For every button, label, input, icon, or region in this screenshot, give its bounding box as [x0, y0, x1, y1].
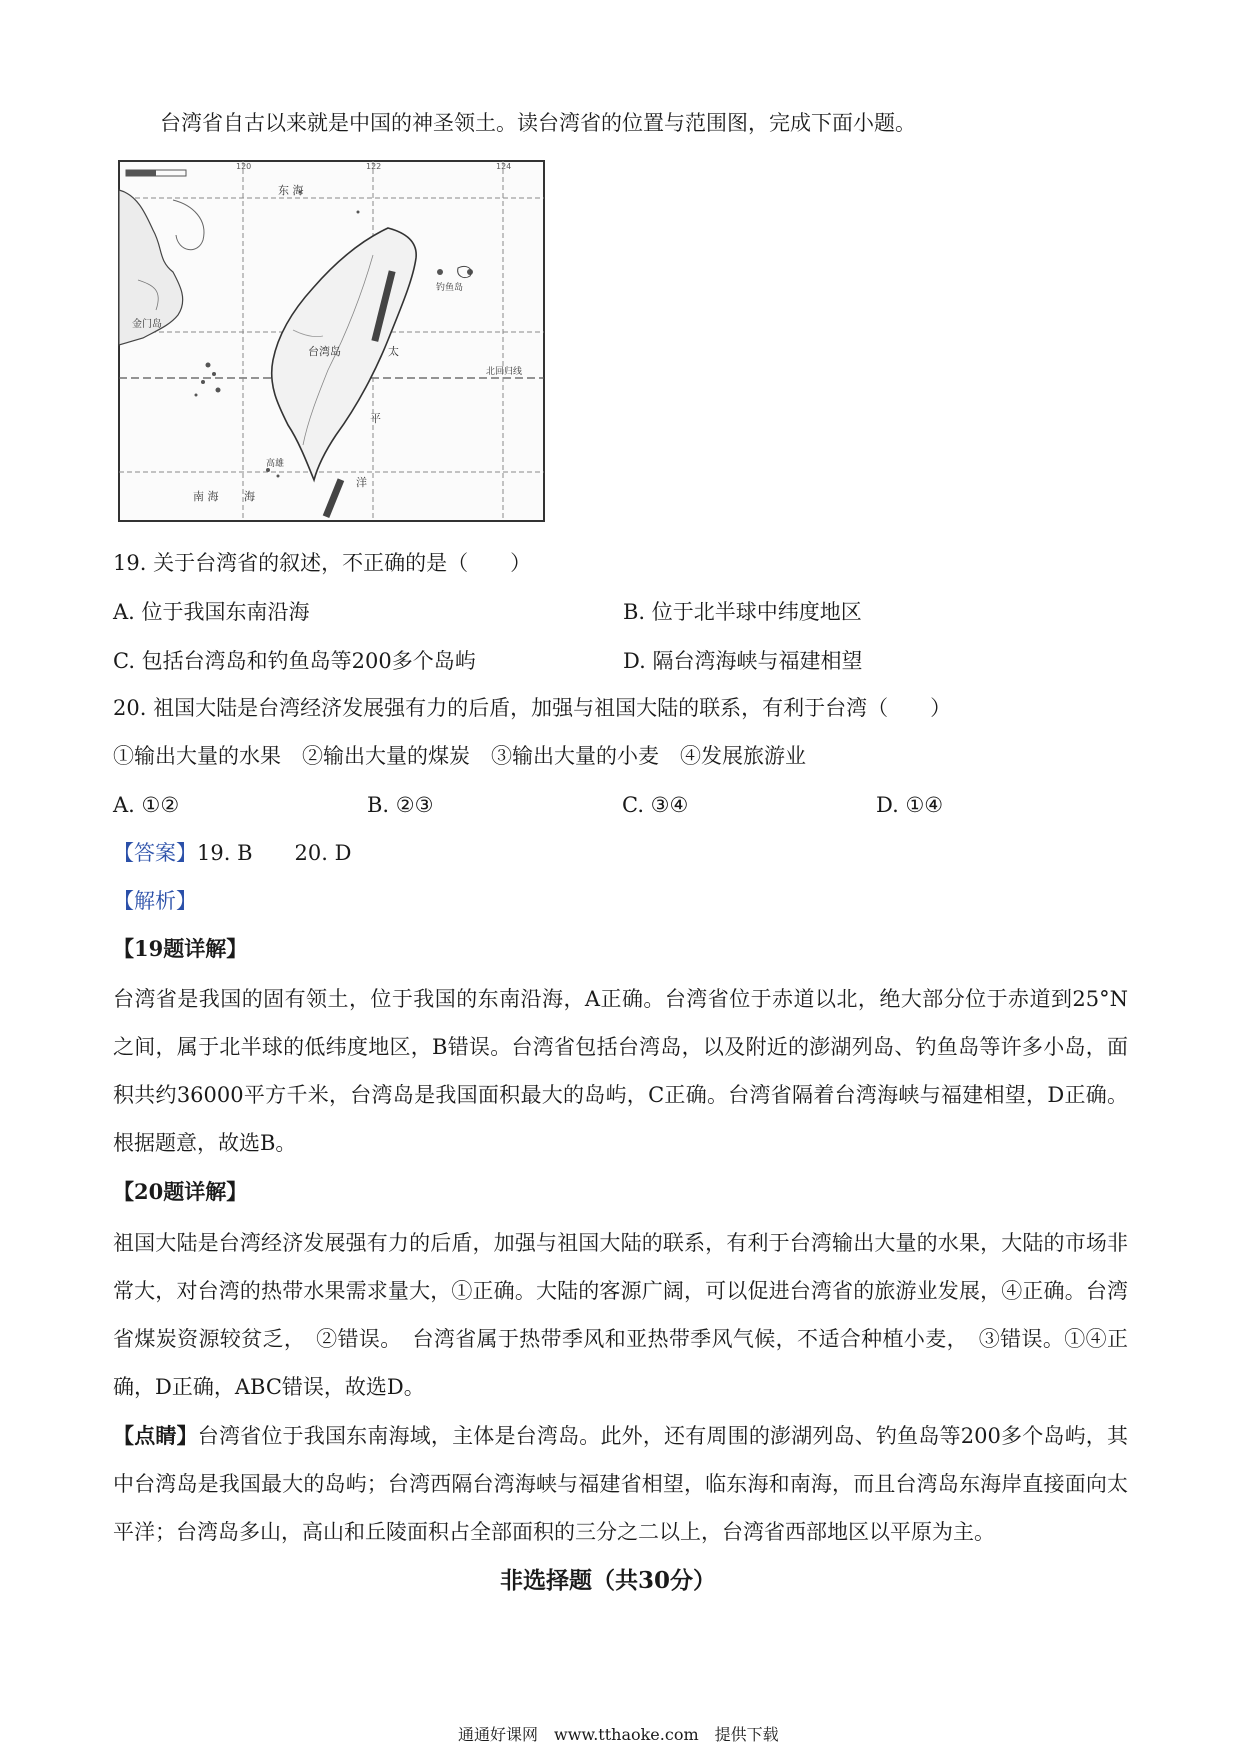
detail19-title: 【19题详解】: [113, 936, 248, 961]
comment-paragraph: [113, 1412, 1128, 1556]
q19-option-d: D. 隔台湾海峡与福建相望: [623, 649, 863, 673]
map-label-ping: 平: [370, 412, 381, 425]
q19-option-c: C. 包括台湾岛和钓鱼岛等200多个岛屿: [113, 649, 476, 673]
intro-text: 台湾省自古以来就是中国的神圣领土。读台湾省的位置与范围图，完成下面小题。: [160, 111, 916, 135]
detail19-text: 台湾省是我国的固有领土，位于我国的东南沿海，A正确。台湾省位于赤道以北，绝大部分位于赤道到25°N之间，属于北半球的低纬度地区，B错误。台湾省包括台湾岛，以及附近的澎湖列岛、钓鱼岛等许多小岛，面积共约36000平方千米，台湾岛是我国面积最大的岛屿，C正确。台湾省隔着台湾海峡与福建相望，D正确。根据题意，故选B。: [113, 987, 1128, 1155]
comment-tag: 【点睛】: [113, 1423, 198, 1448]
taiwan-map: [118, 160, 545, 522]
map-label-pacific: 太: [388, 345, 399, 358]
analysis-tag: 【解析】: [113, 889, 197, 913]
q20-option-d: D. ①④: [876, 793, 944, 817]
map-label-gaoxiong: 高雄: [266, 459, 285, 469]
section-title: 非选择题（共30分）: [500, 1567, 717, 1594]
q19-option-a: A. 位于我国东南沿海: [113, 600, 310, 624]
answer-value: 19. B 20. D: [197, 841, 352, 865]
map-label-east-sea: 东 海: [278, 184, 304, 197]
map-label-ocean: 洋: [356, 476, 367, 489]
map-label-diaoyu: 钓鱼岛: [436, 283, 464, 293]
map-label-lon-c: 124: [496, 162, 512, 171]
map-label-tropic: 北回归线: [486, 367, 523, 377]
map-label-jinmen: 金门岛: [132, 319, 162, 330]
detail20-title: 【20题详解】: [113, 1179, 248, 1204]
answer-line: [113, 838, 351, 868]
answer-tag: 【答案】: [113, 841, 197, 865]
map-label-lon-b: 122: [366, 162, 382, 171]
map-label-lon-a: 120: [236, 162, 252, 171]
q20-option-c: C. ③④: [622, 793, 689, 817]
q20-option-a: A. ①②: [113, 793, 180, 817]
q20-stem: 20. 祖国大陆是台湾经济发展强有力的后盾，加强与祖国大陆的联系，有利于台湾（ ）: [113, 696, 952, 720]
map-label-nanhai-b: 海: [244, 490, 255, 503]
comment-text: 台湾省位于我国东南海域，主体是台湾岛。此外，还有周围的澎湖列岛、钓鱼岛等200多个岛屿，其中台湾岛是我国最大的岛屿；台湾西隔台湾海峡与福建省相望，临东海和南海，而且台湾岛东海岸直接面向太平洋；台湾岛多山，高山和丘陵面积占全部面积的三分之二以上，台湾省西部地区以平原为主。: [113, 1424, 1128, 1544]
map-label-nanhai: 南 海: [193, 490, 219, 503]
page-footer: 通通好课网 www.tthaoke.com 提供下载: [458, 1725, 779, 1744]
q19-stem: 19. 关于台湾省的叙述，不正确的是（ ）: [113, 551, 532, 575]
q20-statements: ①输出大量的水果 ②输出大量的煤炭 ③输出大量的小麦 ④发展旅游业: [113, 744, 806, 768]
detail20-text: 祖国大陆是台湾经济发展强有力的后盾，加强与祖国大陆的联系，有利于台湾输出大量的水果，大陆的市场非常大，对台湾的热带水果需求量大，①正确。大陆的客源广阔，可以促进台湾省的旅游业发展，④正确。台湾省煤炭资源较贫乏， ②错误。 台湾省属于热带季风和亚热带季风气候，不适合种植小麦， ③错误。①④正确，D正确，ABC错误，故选D。: [113, 1231, 1128, 1399]
map-label-taiwan-island: 台湾岛: [308, 345, 341, 358]
taiwan-map-drawing: [118, 160, 545, 522]
q19-option-b: B. 位于北半球中纬度地区: [623, 600, 862, 624]
q20-option-b: B. ②③: [367, 793, 434, 817]
